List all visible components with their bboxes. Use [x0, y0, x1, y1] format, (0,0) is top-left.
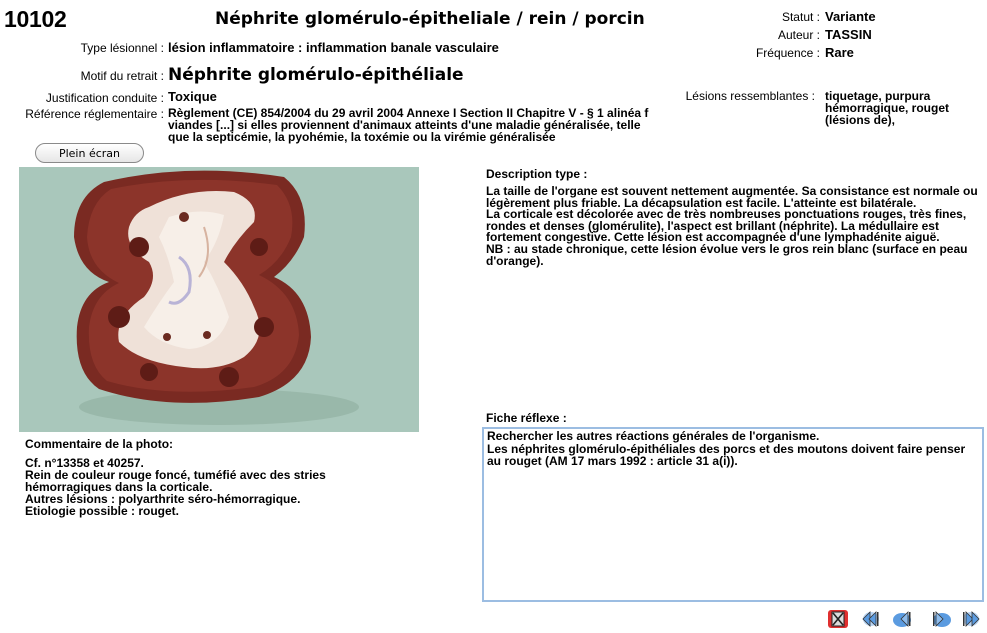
- fiche-label: Fiche réflexe :: [486, 411, 567, 425]
- delete-record-icon: [827, 609, 849, 629]
- reference-line: Règlement (CE) 854/2004 du 29 avril 2004 Annexe I Section II Chapitre V - § 1 alinéa f: [168, 106, 649, 120]
- comment-line: Autres lésions : polyarthrite séro-hémorragique.: [25, 492, 301, 506]
- comment-line: Etiologie possible : rouget.: [25, 504, 180, 518]
- frequence-value: Rare: [825, 45, 854, 60]
- previous-record-icon: [893, 609, 915, 629]
- description-line: légèrement plus friable. La décapsulation est facile. L'atteinte est bilatérale.: [486, 195, 917, 210]
- description-line: fortement congestive. Cette lésion est accompagnée d'une lymphadénite aiguë.: [486, 230, 940, 245]
- next-record-button[interactable]: [929, 609, 951, 629]
- type-label: Type lésionnel :: [80, 41, 164, 55]
- statut-value: Variante: [825, 9, 876, 24]
- type-value: lésion inflammatoire : inflammation banale vasculaire: [168, 40, 499, 55]
- lesions-line: tiquetage, purpura: [825, 89, 931, 103]
- photo-comment: [25, 457, 425, 517]
- lesion-photo[interactable]: [19, 167, 419, 432]
- reference-value: [168, 107, 658, 143]
- statut-label: Statut :: [781, 10, 820, 24]
- fullscreen-button[interactable]: Plein écran: [35, 143, 144, 163]
- description-line: La taille de l'organe est souvent nettement augmentée. Sa consistance est normale ou: [486, 184, 978, 198]
- description-line: NB : au stade chronique, cette lésion évolue vers le gros rein blanc (surface en peau: [486, 241, 968, 256]
- description-line: La corticale est décolorée avec de très nombreuses ponctuations rouges, très fines,: [486, 207, 967, 222]
- lesions-label: Lésions ressemblantes :: [685, 89, 815, 103]
- page-title: Néphrite glomérulo-épitheliale / rein / porcin: [215, 9, 645, 29]
- auteur-label: Auteur :: [777, 28, 820, 42]
- reference-line: que la septicémie, la pyohémie, la toxémie ou la virémie généralisée: [168, 130, 556, 144]
- reference-label: Référence réglementaire :: [25, 107, 164, 121]
- description-line: d'orange).: [486, 253, 544, 268]
- record-id: 10102: [4, 6, 67, 32]
- motif-value: Néphrite glomérulo-épithéliale: [168, 65, 464, 85]
- previous-record-button[interactable]: [893, 609, 915, 629]
- lesions-value: [825, 90, 985, 126]
- reference-line: viandes [...] si elles proviennent d'animaux atteints d'une maladie généralisée, telle: [168, 118, 641, 132]
- description-text: [486, 186, 986, 267]
- first-record-icon: [860, 609, 882, 629]
- auteur-value: TASSIN: [825, 27, 872, 42]
- comment-line: Cf. n°13358 et 40257.: [25, 456, 144, 470]
- motif-label: Motif du retrait :: [80, 69, 164, 83]
- kidney-image: [19, 167, 419, 432]
- delete-record-button[interactable]: [827, 609, 849, 629]
- justification-value: Toxique: [168, 89, 217, 104]
- photo-comment-label: Commentaire de la photo:: [25, 437, 174, 451]
- next-record-icon: [929, 609, 951, 629]
- description-line: rondes et denses (glomérulite), l'aspect est brillant (néphrite). La médullaire est: [486, 218, 939, 233]
- lesions-line: (lésions de),: [825, 113, 896, 127]
- lesions-line: hémorragique, rouget: [825, 101, 950, 115]
- comment-line: Rein de couleur rouge foncé, tuméfié avec des stries: [25, 468, 326, 482]
- first-record-button[interactable]: [860, 609, 882, 629]
- frequence-label: Fréquence :: [755, 46, 820, 60]
- fiche-reflexe-textarea[interactable]: [482, 427, 984, 602]
- comment-line: hémorragiques dans la corticale.: [25, 480, 213, 494]
- justification-label: Justification conduite :: [45, 91, 164, 105]
- last-record-icon: [960, 609, 982, 629]
- last-record-button[interactable]: [960, 609, 982, 629]
- description-label: Description type :: [486, 167, 588, 181]
